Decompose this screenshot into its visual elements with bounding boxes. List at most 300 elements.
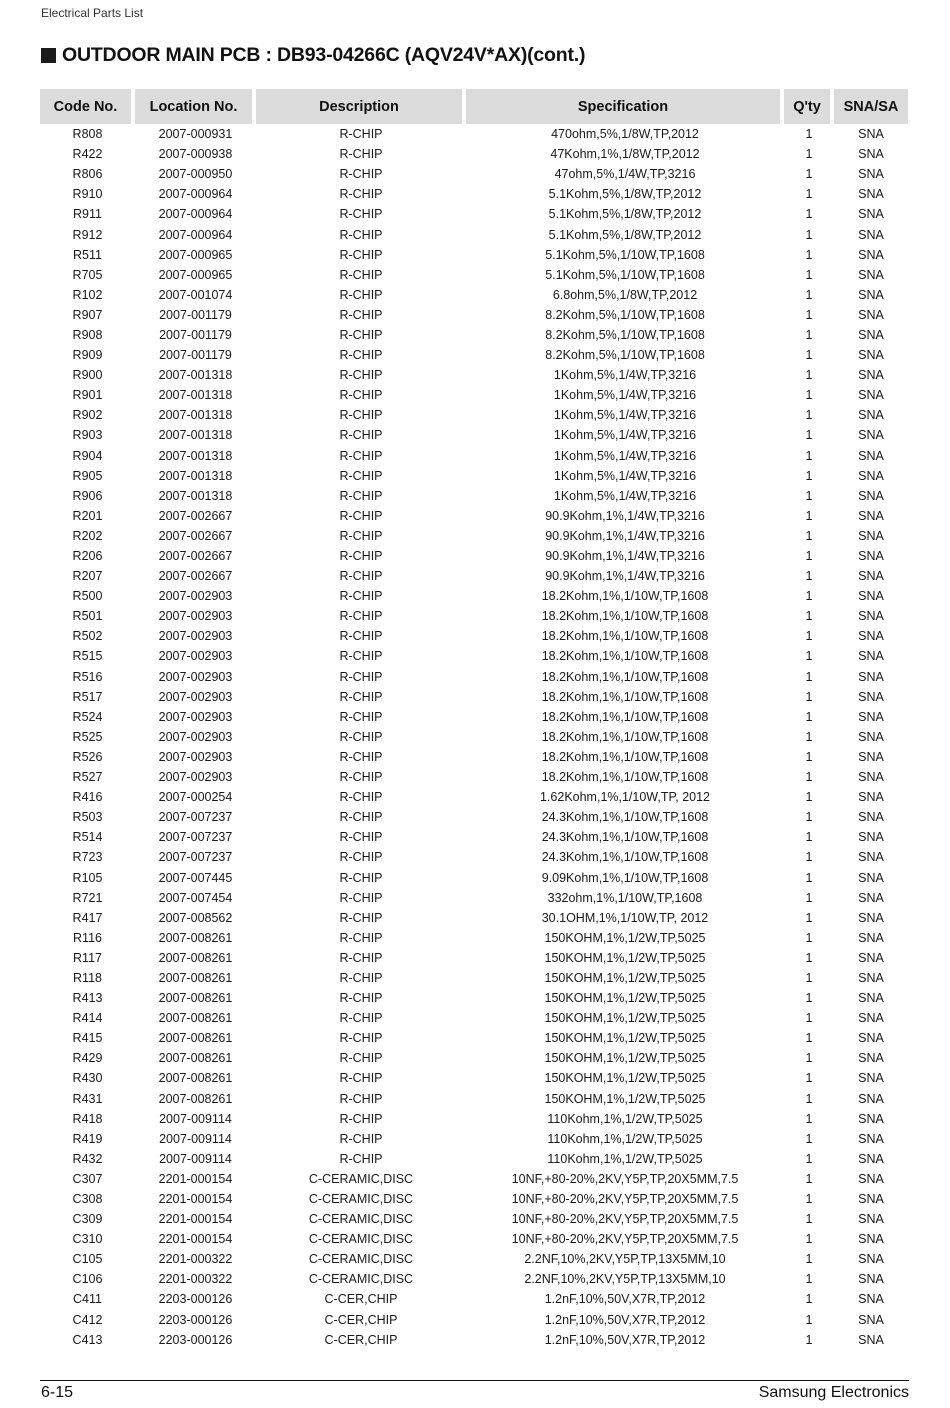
qty-cell: 1 xyxy=(805,1011,813,1026)
qty-cell: 1 xyxy=(805,307,813,322)
table-row xyxy=(40,1129,908,1149)
qty-cell: 1 xyxy=(805,1292,813,1307)
sna-sa-cell: SNA xyxy=(858,890,884,905)
location-no-cell: 2007-007454 xyxy=(158,890,233,905)
bullet-square-icon xyxy=(41,48,56,63)
table-row xyxy=(40,506,908,526)
location-no-cell: 2007-007237 xyxy=(158,810,233,825)
specification-cell: 110Kohm,1%,1/2W,TP,5025 xyxy=(547,1151,703,1166)
code-no-cell: R116 xyxy=(73,930,102,945)
specification-cell: 1Kohm,5%,1/4W,TP,3216 xyxy=(553,428,697,443)
description-cell: R-CHIP xyxy=(339,790,383,805)
specification-cell: 18.2Kohm,1%,1/10W,TP,1608 xyxy=(541,669,709,684)
description-cell: R-CHIP xyxy=(339,589,383,604)
code-no-cell: R721 xyxy=(72,890,103,905)
qty-cell: 1 xyxy=(805,970,813,985)
sna-sa-cell: SNA xyxy=(858,1071,884,1086)
table-row xyxy=(40,847,908,867)
code-no-cell: R526 xyxy=(72,749,103,764)
code-no-cell: R705 xyxy=(72,267,103,282)
specification-cell: 10NF,+80-20%,2KV,Y5P,TP,20X5MM,7.5 xyxy=(511,1212,739,1227)
location-no-cell: 2007-001318 xyxy=(158,488,233,503)
qty-cell: 1 xyxy=(805,749,813,764)
sna-sa-cell: SNA xyxy=(858,950,884,965)
description-cell: R-CHIP xyxy=(339,830,383,845)
location-no-cell: 2007-001179 xyxy=(159,327,232,342)
specification-cell: 5.1Kohm,5%,1/8W,TP,2012 xyxy=(548,207,702,222)
qty-cell: 1 xyxy=(805,227,813,242)
location-no-cell: 2007-001179 xyxy=(159,348,232,363)
description-cell: C-CER,CHIP xyxy=(324,1332,398,1347)
code-no-cell: R525 xyxy=(72,729,103,744)
description-cell: R-CHIP xyxy=(339,1031,383,1046)
location-no-cell: 2007-002667 xyxy=(158,528,233,543)
description-cell: R-CHIP xyxy=(339,488,383,503)
qty-cell: 1 xyxy=(805,1151,813,1166)
sna-sa-cell: SNA xyxy=(858,770,884,785)
sna-sa-cell: SNA xyxy=(858,970,884,985)
description-cell: R-CHIP xyxy=(339,549,383,564)
code-no-cell: C307 xyxy=(72,1171,103,1186)
table-row xyxy=(40,908,908,928)
specification-cell: 24.3Kohm,1%,1/10W,TP,1608 xyxy=(541,850,709,865)
code-no-cell: R524 xyxy=(72,709,103,724)
location-no-cell: 2007-002903 xyxy=(158,729,233,744)
sna-sa-cell: SNA xyxy=(858,187,884,202)
description-cell: R-CHIP xyxy=(339,127,383,142)
table-row xyxy=(40,1028,908,1048)
code-no-cell: R909 xyxy=(72,348,103,363)
location-no-cell: 2007-002903 xyxy=(158,770,233,785)
qty-cell: 1 xyxy=(805,1192,813,1207)
code-no-cell: R429 xyxy=(72,1051,103,1066)
code-no-cell: R418 xyxy=(72,1111,103,1126)
description-cell: R-CHIP xyxy=(339,910,383,925)
description-cell: R-CHIP xyxy=(339,348,383,363)
description-cell: R-CHIP xyxy=(339,950,383,965)
qty-cell: 1 xyxy=(805,669,813,684)
sna-sa-cell: SNA xyxy=(858,287,884,302)
running-head: Electrical Parts List xyxy=(41,6,144,20)
sna-sa-cell: SNA xyxy=(858,1292,884,1307)
location-no-cell: 2201-000154 xyxy=(158,1171,233,1186)
table-row xyxy=(40,646,908,666)
specification-cell: 6.8ohm,5%,1/8W,TP,2012 xyxy=(552,287,698,302)
sna-sa-cell: SNA xyxy=(858,1131,884,1146)
table-row xyxy=(40,365,908,385)
column-header-specification: Specification xyxy=(466,89,784,124)
sna-sa-cell: SNA xyxy=(858,327,884,342)
location-no-cell: 2007-007445 xyxy=(158,870,233,885)
specification-cell: 90.9Kohm,1%,1/4W,TP,3216 xyxy=(545,508,705,523)
sna-sa-cell: SNA xyxy=(858,569,884,584)
qty-cell: 1 xyxy=(805,770,813,785)
specification-cell: 150KOHM,1%,1/2W,TP,5025 xyxy=(544,1031,706,1046)
code-no-cell: R806 xyxy=(72,167,103,182)
sna-sa-cell: SNA xyxy=(858,1011,884,1026)
qty-cell: 1 xyxy=(805,1091,813,1106)
description-cell: R-CHIP xyxy=(339,1011,383,1026)
code-no-cell: C309 xyxy=(72,1212,103,1227)
sna-sa-cell: SNA xyxy=(858,689,884,704)
table-row xyxy=(40,827,908,847)
code-no-cell: R432 xyxy=(72,1151,103,1166)
qty-cell: 1 xyxy=(805,1031,813,1046)
sna-sa-cell: SNA xyxy=(858,508,884,523)
specification-cell: 18.2Kohm,1%,1/10W,TP,1608 xyxy=(541,609,709,624)
specification-cell: 18.2Kohm,1%,1/10W,TP,1608 xyxy=(541,729,709,744)
description-cell: R-CHIP xyxy=(339,1091,383,1106)
qty-cell: 1 xyxy=(805,991,813,1006)
specification-cell: 90.9Kohm,1%,1/4W,TP,3216 xyxy=(545,528,705,543)
specification-cell: 18.2Kohm,1%,1/10W,TP,1608 xyxy=(541,589,709,604)
qty-cell: 1 xyxy=(805,1171,813,1186)
code-no-cell: R908 xyxy=(72,327,103,342)
column-header-sna-sa: SNA/SA xyxy=(834,89,908,124)
qty-cell: 1 xyxy=(805,569,813,584)
description-cell: R-CHIP xyxy=(339,669,383,684)
code-no-cell: R906 xyxy=(72,488,103,503)
qty-cell: 1 xyxy=(805,167,813,182)
table-row xyxy=(40,787,908,807)
specification-cell: 18.2Kohm,1%,1/10W,TP,1608 xyxy=(541,689,709,704)
specification-cell: 1.2nF,10%,50V,X7R,TP,2012 xyxy=(544,1312,706,1327)
sna-sa-cell: SNA xyxy=(858,850,884,865)
description-cell: R-CHIP xyxy=(339,327,383,342)
description-cell: R-CHIP xyxy=(339,528,383,543)
location-no-cell: 2201-000154 xyxy=(158,1232,233,1247)
code-no-cell: R527 xyxy=(72,770,103,785)
code-no-cell: R500 xyxy=(72,589,103,604)
location-no-cell: 2007-002903 xyxy=(158,609,233,624)
location-no-cell: 2007-001179 xyxy=(159,307,232,322)
qty-cell: 1 xyxy=(805,348,813,363)
code-no-cell: C308 xyxy=(72,1192,103,1207)
sna-sa-cell: SNA xyxy=(858,549,884,564)
location-no-cell: 2007-008261 xyxy=(158,991,233,1006)
qty-cell: 1 xyxy=(805,810,813,825)
code-no-cell: R117 xyxy=(73,950,102,965)
description-cell: R-CHIP xyxy=(339,649,383,664)
location-no-cell: 2007-002667 xyxy=(158,508,233,523)
sna-sa-cell: SNA xyxy=(858,790,884,805)
description-cell: R-CHIP xyxy=(339,508,383,523)
table-row xyxy=(40,1089,908,1109)
sna-sa-cell: SNA xyxy=(858,1212,884,1227)
qty-cell: 1 xyxy=(805,247,813,262)
location-no-cell: 2007-000950 xyxy=(158,167,233,182)
specification-cell: 8.2Kohm,5%,1/10W,TP,1608 xyxy=(545,348,705,363)
location-no-cell: 2007-002903 xyxy=(158,589,233,604)
sna-sa-cell: SNA xyxy=(858,1252,884,1267)
qty-cell: 1 xyxy=(805,1232,813,1247)
table-row xyxy=(40,566,908,586)
qty-cell: 1 xyxy=(805,1252,813,1267)
qty-cell: 1 xyxy=(805,1111,813,1126)
code-no-cell: R902 xyxy=(72,408,103,423)
description-cell: C-CERAMIC,DISC xyxy=(308,1171,414,1186)
specification-cell: 332ohm,1%,1/10W,TP,1608 xyxy=(547,890,703,905)
specification-cell: 5.1Kohm,5%,1/8W,TP,2012 xyxy=(548,227,702,242)
location-no-cell: 2007-000964 xyxy=(158,227,233,242)
location-no-cell: 2007-000931 xyxy=(158,127,233,142)
specification-cell: 1.2nF,10%,50V,X7R,TP,2012 xyxy=(544,1332,706,1347)
qty-cell: 1 xyxy=(805,207,813,222)
footer-rule xyxy=(40,1380,909,1381)
location-no-cell: 2007-002903 xyxy=(158,709,233,724)
sna-sa-cell: SNA xyxy=(858,729,884,744)
sna-sa-cell: SNA xyxy=(858,428,884,443)
description-cell: C-CERAMIC,DISC xyxy=(308,1192,414,1207)
code-no-cell: R416 xyxy=(72,790,103,805)
qty-cell: 1 xyxy=(805,1272,813,1287)
sna-sa-cell: SNA xyxy=(858,669,884,684)
specification-cell: 1Kohm,5%,1/4W,TP,3216 xyxy=(553,408,697,423)
table-row xyxy=(40,807,908,827)
sna-sa-cell: SNA xyxy=(858,227,884,242)
location-no-cell: 2203-000126 xyxy=(158,1332,233,1347)
qty-cell: 1 xyxy=(805,930,813,945)
description-cell: R-CHIP xyxy=(339,991,383,1006)
qty-cell: 1 xyxy=(805,890,813,905)
sna-sa-cell: SNA xyxy=(858,147,884,162)
code-no-cell: C106 xyxy=(72,1272,103,1287)
code-no-cell: R904 xyxy=(72,448,103,463)
sna-sa-cell: SNA xyxy=(858,207,884,222)
sna-sa-cell: SNA xyxy=(858,609,884,624)
sna-sa-cell: SNA xyxy=(858,408,884,423)
table-row xyxy=(40,687,908,707)
description-cell: R-CHIP xyxy=(339,307,383,322)
sna-sa-cell: SNA xyxy=(858,1332,884,1347)
description-cell: R-CHIP xyxy=(339,428,383,443)
sna-sa-cell: SNA xyxy=(858,991,884,1006)
specification-cell: 30.1OHM,1%,1/10W,TP, 2012 xyxy=(541,910,709,925)
location-no-cell: 2203-000126 xyxy=(158,1312,233,1327)
specification-cell: 10NF,+80-20%,2KV,Y5P,TP,20X5MM,7.5 xyxy=(511,1192,739,1207)
table-row xyxy=(40,1149,908,1169)
table-row xyxy=(40,385,908,405)
code-no-cell: C411 xyxy=(73,1292,102,1307)
table-row xyxy=(40,345,908,365)
code-no-cell: R430 xyxy=(72,1071,103,1086)
table-row xyxy=(40,144,908,164)
qty-cell: 1 xyxy=(805,488,813,503)
table-row xyxy=(40,164,908,184)
sna-sa-cell: SNA xyxy=(858,810,884,825)
page-number: 6-15 xyxy=(41,1384,74,1401)
column-header-code-no: Code No. xyxy=(40,89,135,124)
specification-cell: 2.2NF,10%,2KV,Y5P,TP,13X5MM,10 xyxy=(524,1252,726,1267)
code-no-cell: R207 xyxy=(72,569,103,584)
code-no-cell: R413 xyxy=(72,991,103,1006)
code-no-cell: R414 xyxy=(72,1011,103,1026)
location-no-cell: 2007-007237 xyxy=(158,850,233,865)
qty-cell: 1 xyxy=(805,1332,813,1347)
location-no-cell: 2007-008261 xyxy=(158,1011,233,1026)
table-row xyxy=(40,1209,908,1229)
description-cell: R-CHIP xyxy=(339,267,383,282)
table-row xyxy=(40,867,908,887)
footer-brand: Samsung Electronics xyxy=(758,1384,909,1401)
table-row xyxy=(40,305,908,325)
code-no-cell: R102 xyxy=(72,287,103,302)
code-no-cell: R431 xyxy=(72,1091,103,1106)
table-row xyxy=(40,1229,908,1249)
specification-cell: 18.2Kohm,1%,1/10W,TP,1608 xyxy=(541,709,709,724)
code-no-cell: R901 xyxy=(72,388,103,403)
code-no-cell: C105 xyxy=(72,1252,103,1267)
sna-sa-cell: SNA xyxy=(858,167,884,182)
sna-sa-cell: SNA xyxy=(858,247,884,262)
table-row xyxy=(40,325,908,345)
description-cell: R-CHIP xyxy=(339,1131,383,1146)
qty-cell: 1 xyxy=(805,147,813,162)
description-cell: R-CHIP xyxy=(339,1111,383,1126)
location-no-cell: 2007-002903 xyxy=(158,649,233,664)
table-row xyxy=(40,767,908,787)
specification-cell: 110Kohm,1%,1/2W,TP,5025 xyxy=(547,1131,703,1146)
sna-sa-cell: SNA xyxy=(858,649,884,664)
description-cell: R-CHIP xyxy=(339,970,383,985)
code-no-cell: R910 xyxy=(72,187,103,202)
specification-cell: 18.2Kohm,1%,1/10W,TP,1608 xyxy=(541,749,709,764)
qty-cell: 1 xyxy=(805,850,813,865)
table-row xyxy=(40,667,908,687)
code-no-cell: R105 xyxy=(72,870,103,885)
location-no-cell: 2007-000965 xyxy=(158,247,233,262)
location-no-cell: 2007-001318 xyxy=(158,448,233,463)
code-no-cell: R911 xyxy=(73,207,102,222)
table-row xyxy=(40,526,908,546)
specification-cell: 150KOHM,1%,1/2W,TP,5025 xyxy=(544,1071,706,1086)
qty-cell: 1 xyxy=(805,267,813,282)
code-no-cell: R419 xyxy=(72,1131,103,1146)
sna-sa-cell: SNA xyxy=(858,1312,884,1327)
code-no-cell: R515 xyxy=(72,649,103,664)
specification-cell: 18.2Kohm,1%,1/10W,TP,1608 xyxy=(541,770,709,785)
column-header-location-no: Location No. xyxy=(135,89,256,124)
qty-cell: 1 xyxy=(805,508,813,523)
column-header-qty: Q'ty xyxy=(784,89,834,124)
specification-cell: 150KOHM,1%,1/2W,TP,5025 xyxy=(544,1051,706,1066)
qty-cell: 1 xyxy=(805,790,813,805)
specification-cell: 150KOHM,1%,1/2W,TP,5025 xyxy=(544,991,706,1006)
sna-sa-cell: SNA xyxy=(858,388,884,403)
qty-cell: 1 xyxy=(805,910,813,925)
code-no-cell: R415 xyxy=(72,1031,103,1046)
qty-cell: 1 xyxy=(805,428,813,443)
location-no-cell: 2007-001318 xyxy=(158,368,233,383)
sna-sa-cell: SNA xyxy=(858,1192,884,1207)
specification-cell: 90.9Kohm,1%,1/4W,TP,3216 xyxy=(545,549,705,564)
code-no-cell: R201 xyxy=(72,508,103,523)
code-no-cell: R912 xyxy=(72,227,103,242)
table-row xyxy=(40,546,908,566)
sna-sa-cell: SNA xyxy=(858,1171,884,1186)
sna-sa-cell: SNA xyxy=(858,930,884,945)
specification-cell: 5.1Kohm,5%,1/10W,TP,1608 xyxy=(545,267,705,282)
location-no-cell: 2007-001318 xyxy=(158,408,233,423)
code-no-cell: R808 xyxy=(72,127,103,142)
qty-cell: 1 xyxy=(805,950,813,965)
location-no-cell: 2007-008261 xyxy=(158,1091,233,1106)
table-row xyxy=(40,948,908,968)
table-header-row xyxy=(40,89,908,124)
table-row xyxy=(40,224,908,244)
specification-cell: 10NF,+80-20%,2KV,Y5P,TP,20X5MM,7.5 xyxy=(511,1232,739,1247)
location-no-cell: 2007-000964 xyxy=(158,187,233,202)
code-no-cell: R511 xyxy=(73,247,102,262)
table-row xyxy=(40,466,908,486)
specification-cell: 24.3Kohm,1%,1/10W,TP,1608 xyxy=(541,810,709,825)
location-no-cell: 2201-000154 xyxy=(158,1212,233,1227)
specification-cell: 1Kohm,5%,1/4W,TP,3216 xyxy=(553,368,697,383)
table-row xyxy=(40,1048,908,1068)
code-no-cell: R514 xyxy=(72,830,103,845)
location-no-cell: 2203-000126 xyxy=(158,1292,233,1307)
location-no-cell: 2007-007237 xyxy=(158,830,233,845)
sna-sa-cell: SNA xyxy=(858,870,884,885)
table-row xyxy=(40,727,908,747)
description-cell: C-CER,CHIP xyxy=(324,1312,398,1327)
specification-cell: 18.2Kohm,1%,1/10W,TP,1608 xyxy=(541,649,709,664)
table-row xyxy=(40,486,908,506)
qty-cell: 1 xyxy=(805,1071,813,1086)
specification-cell: 110Kohm,1%,1/2W,TP,5025 xyxy=(547,1111,703,1126)
location-no-cell: 2007-008261 xyxy=(158,930,233,945)
qty-cell: 1 xyxy=(805,408,813,423)
description-cell: R-CHIP xyxy=(339,468,383,483)
sna-sa-cell: SNA xyxy=(858,589,884,604)
code-no-cell: R503 xyxy=(72,810,103,825)
specification-cell: 47ohm,5%,1/4W,TP,3216 xyxy=(554,167,696,182)
description-cell: R-CHIP xyxy=(339,147,383,162)
code-no-cell: C413 xyxy=(72,1332,103,1347)
sna-sa-cell: SNA xyxy=(858,127,884,142)
table-row xyxy=(40,928,908,948)
specification-cell: 10NF,+80-20%,2KV,Y5P,TP,20X5MM,7.5 xyxy=(511,1171,739,1186)
specification-cell: 47Kohm,1%,1/8W,TP,2012 xyxy=(550,147,700,162)
specification-cell: 1Kohm,5%,1/4W,TP,3216 xyxy=(553,468,697,483)
sna-sa-cell: SNA xyxy=(858,1031,884,1046)
table-row xyxy=(40,265,908,285)
location-no-cell: 2007-009114 xyxy=(159,1151,232,1166)
location-no-cell: 2007-000964 xyxy=(158,207,233,222)
description-cell: R-CHIP xyxy=(339,1151,383,1166)
description-cell: C-CERAMIC,DISC xyxy=(308,1272,414,1287)
code-no-cell: R118 xyxy=(73,970,102,985)
specification-cell: 150KOHM,1%,1/2W,TP,5025 xyxy=(544,1091,706,1106)
location-no-cell: 2007-002903 xyxy=(158,629,233,644)
qty-cell: 1 xyxy=(805,729,813,744)
table-row xyxy=(40,1068,908,1088)
location-no-cell: 2007-001074 xyxy=(158,287,233,302)
code-no-cell: R903 xyxy=(72,428,103,443)
description-cell: C-CERAMIC,DISC xyxy=(308,1212,414,1227)
specification-cell: 9.09Kohm,1%,1/10W,TP,1608 xyxy=(541,870,709,885)
table-row xyxy=(40,968,908,988)
location-no-cell: 2007-008562 xyxy=(158,910,233,925)
description-cell: R-CHIP xyxy=(339,810,383,825)
description-cell: R-CHIP xyxy=(339,729,383,744)
table-row xyxy=(40,1008,908,1028)
description-cell: R-CHIP xyxy=(339,1051,383,1066)
qty-cell: 1 xyxy=(805,127,813,142)
location-no-cell: 2201-000322 xyxy=(158,1272,233,1287)
table-row xyxy=(40,888,908,908)
qty-cell: 1 xyxy=(805,368,813,383)
